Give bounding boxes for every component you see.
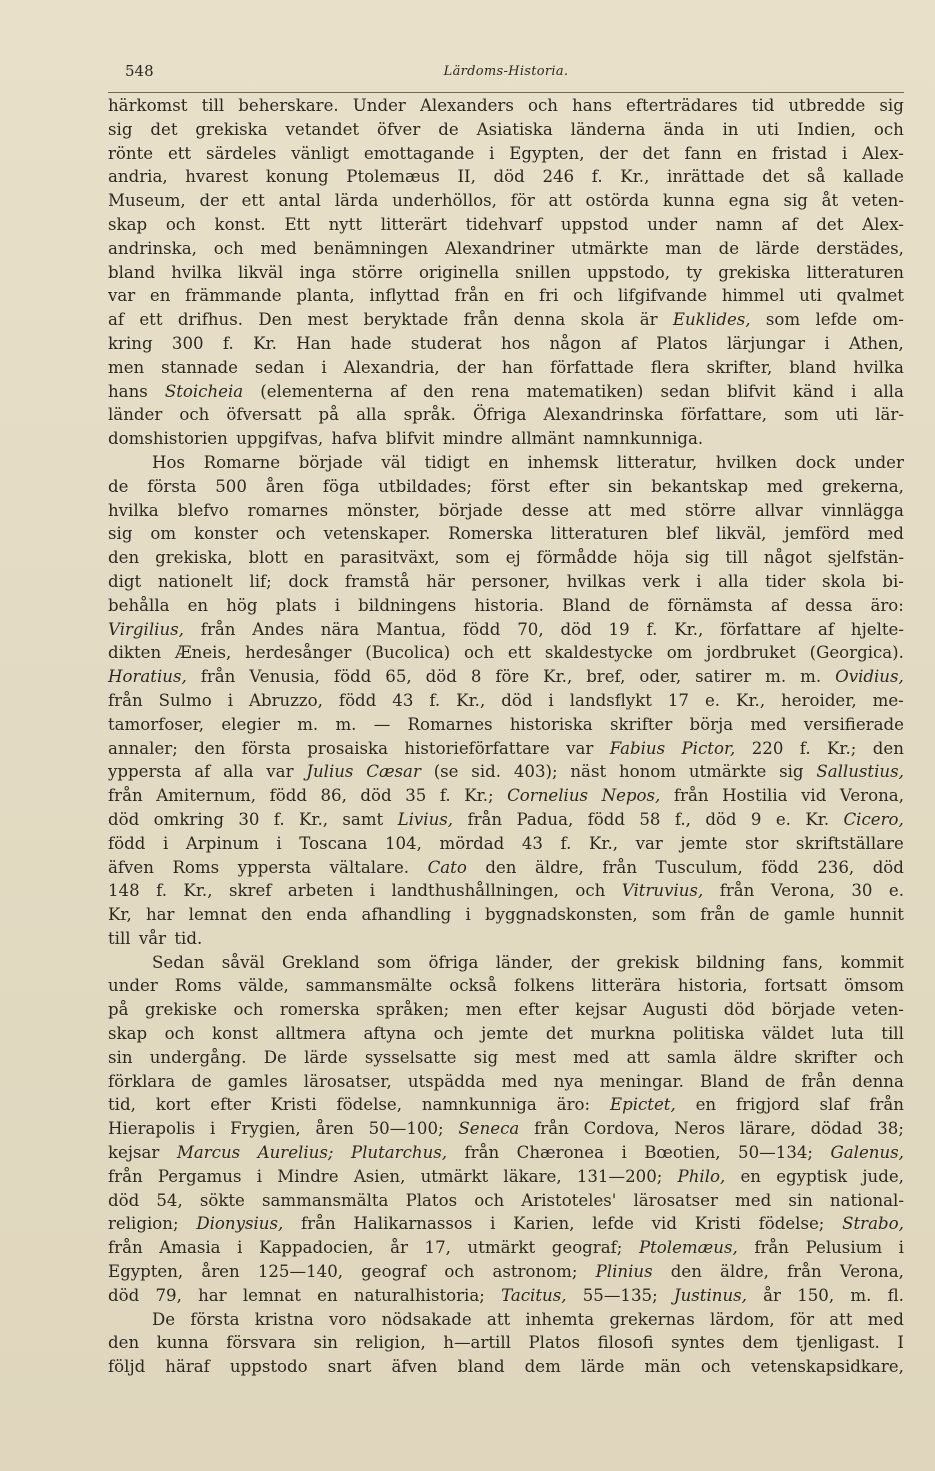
text-line: kring 300 f. Kr. Han hade studerat hos någon af Platos lärjungar i Athen,	[108, 333, 904, 353]
text-line: förklara de gamles lärosatser, utspädda med nya meningar. Bland de från denna	[108, 1071, 904, 1091]
text-line: död omkring 30 f. Kr., samt Livius, från Padua, född 58 f., död 9 e. Kr. Cicero,	[108, 809, 904, 829]
text-line: Horatius, från Venusia, född 65, död 8 före Kr., bref, oder, satirer m. m. Ovidius,	[108, 667, 904, 687]
header-rule	[108, 92, 904, 93]
text-line: Museum, der ett antal lärda underhöllos, för att ostörda kunna egna sig åt veten-	[108, 191, 904, 211]
text-line: digt nationelt lif; dock framstå här personer, hvilkas verk i alla tider skola bi-	[108, 571, 904, 591]
text-line: Virgilius, från Andes nära Mantua, född 70, död 19 f. Kr., författare af hjelte-	[108, 619, 904, 639]
text-line: tamorfoser, elegier m. m. — Romarnes historiska skrifter börja med versifierade	[108, 714, 904, 734]
text-line: andria, hvarest konung Ptolemæus II, död 246 f. Kr., inrättade det så kallade	[108, 167, 904, 187]
text-line: sig det grekiska vetandet öfver de Asiatiska länderna ända in uti Indien, och	[108, 119, 904, 139]
text-line: äfven Roms yppersta vältalare. Cato den äldre, från Tusculum, född 236, död	[108, 857, 904, 877]
text-line: skap och konst. Ett nytt litterärt tidehvarf uppstod under namn af det Alex-	[108, 214, 904, 234]
text-line: hans Stoicheia (elementerna af den rena matematiken) sedan blifvit känd i alla	[108, 381, 904, 401]
text-line: de första 500 åren föga utbildades; först efter sin bekantskap med grekerna,	[108, 476, 904, 496]
text-line: länder och öfversatt på alla språk. Öfriga Alexandrinska författare, som uti lär-	[108, 405, 904, 425]
text-line: sig om konster och vetenskaper. Romerska litteraturen blef likväl, jemförd med	[108, 524, 904, 544]
text-line: dikten Æneis, herdesånger (Bucolica) och ett skaldestycke om jordbruket (Georgica).	[108, 643, 904, 663]
text-line: från Amasia i Kappadocien, år 17, utmärkt geograf; Ptolemæus, från Pelusium i	[108, 1238, 904, 1258]
text-line: sin undergång. De lärde sysselsatte sig mest med att samla äldre skrifter och	[108, 1047, 904, 1067]
running-title: Lärdoms-Historia.	[443, 64, 569, 79]
text-line: Hos Romarne började väl tidigt en inhemsk litteratur, hvilken dock under	[152, 452, 904, 472]
text-line: religion; Dionysius, från Halikarnassos i Karien, lefde vid Kristi födelse; Strabo,	[108, 1214, 904, 1234]
text-line: från Amiternum, född 86, död 35 f. Kr.; Cornelius Nepos, från Hostilia vid Verona,	[108, 786, 904, 806]
text-line: hvilka blefvo romarnes mönster, började desse att med större allvar vinnlägga	[108, 500, 904, 520]
text-line: tid, kort efter Kristi födelse, namnkunniga äro: Epictet, en frigjord slaf från	[108, 1095, 904, 1115]
text-line: död 54, sökte sammansmälta Platos och Aristoteles' lärosatser med sin national-	[108, 1190, 904, 1210]
text-line: andrinska, och med benämningen Alexandriner utmärkte man de lärde derstädes,	[108, 238, 904, 258]
text-line: kejsar Marcus Aurelius; Plutarchus, från Chæronea i Bœotien, 50—134; Galenus,	[108, 1143, 904, 1163]
text-line: från Pergamus i Mindre Asien, utmärkt läkare, 131—200; Philo, en egyptisk jude,	[108, 1166, 904, 1186]
text-line: under Roms välde, sammansmälte också folkens litterära historia, fortsatt ömsom	[108, 976, 904, 996]
text-line: bland hvilka likväl inga större originella snillen uppstodo, ty grekiska litteraturen	[108, 262, 904, 282]
text-line: De första kristna voro nödsakade att inhemta grekernas lärdom, för att med	[152, 1309, 904, 1329]
body-text	[108, 94, 904, 1379]
text-line: skap och konst alltmera aftyna och jemte det murkna politiska väldet luta till	[108, 1024, 904, 1044]
text-line: behålla en hög plats i bildningens historia. Bland de förnämsta af dessa äro:	[108, 595, 904, 615]
text-line: följd häraf uppstodo snart äfven bland dem lärde män och vetenskapsidkare,	[108, 1357, 904, 1377]
text-line: den grekiska, blott en parasitväxt, som ej förmådde höja sig till något sjelfstän-	[108, 548, 904, 568]
text-line: 148 f. Kr., skref arbeten i landthushållningen, och Vitruvius, från Verona, 30 e.	[108, 881, 904, 901]
text-line: död 79, har lemnat en naturalhistoria; Tacitus, 55—135; Justinus, år 150, m. fl.	[108, 1285, 904, 1305]
text-line: från Sulmo i Abruzzo, född 43 f. Kr., död i landsflykt 17 e. Kr., heroider, me-	[108, 690, 904, 710]
text-line: yppersta af alla var Julius Cæsar (se sid. 403); näst honom utmärkte sig Sallustius,	[108, 762, 904, 782]
text-line: men stannade sedan i Alexandria, der han författade flera skrifter, bland hvilka	[108, 357, 904, 377]
text-line: Kr, har lemnat den enda afhandling i byggnadskonsten, som från de gamle hunnit	[108, 905, 904, 925]
text-line: född i Arpinum i Toscana 104, mördad 43 f. Kr., var jemte stor skriftställare	[108, 833, 904, 853]
text-line: domshistorien uppgifvas, hafva blifvit mindre allmänt namnkunniga.	[108, 429, 704, 449]
text-line: härkomst till beherskare. Under Alexanders och hans efterträdares tid utbredde sig	[108, 96, 904, 115]
text-line: var en främmande planta, inflyttad från en fri och lifgifvande himmel uti qvalmet	[108, 286, 904, 306]
text-line: Hierapolis i Frygien, åren 50—100; Seneca från Cordova, Neros lärare, dödad 38;	[108, 1119, 904, 1139]
text-line: Egypten, åren 125—140, geograf och astronom; Plinius den äldre, från Verona,	[108, 1262, 904, 1282]
text-line: den kunna försvara sin religion, h—artill Platos filosofi syntes dem tjenligast. I	[108, 1333, 904, 1353]
text-line: Sedan såväl Grekland som öfriga länder, der grekisk bildning fans, kommit	[152, 952, 904, 972]
page-header	[108, 62, 904, 88]
text-line: till vår tid.	[108, 928, 203, 948]
page-number: 548	[125, 62, 154, 80]
text-line: på grekiske och romerska språken; men efter kejsar Augusti död började veten-	[108, 1000, 904, 1020]
text-line: annaler; den första prosaiska historieförfattare var Fabius Pictor, 220 f. Kr.; den	[108, 738, 904, 758]
text-line: rönte ett särdeles vänligt emottagande i Egypten, der det fann en fristad i Alex-	[108, 143, 904, 163]
text-line: af ett drifhus. Den mest beryktade från denna skola är Euklides, som lefde om-	[108, 310, 904, 330]
